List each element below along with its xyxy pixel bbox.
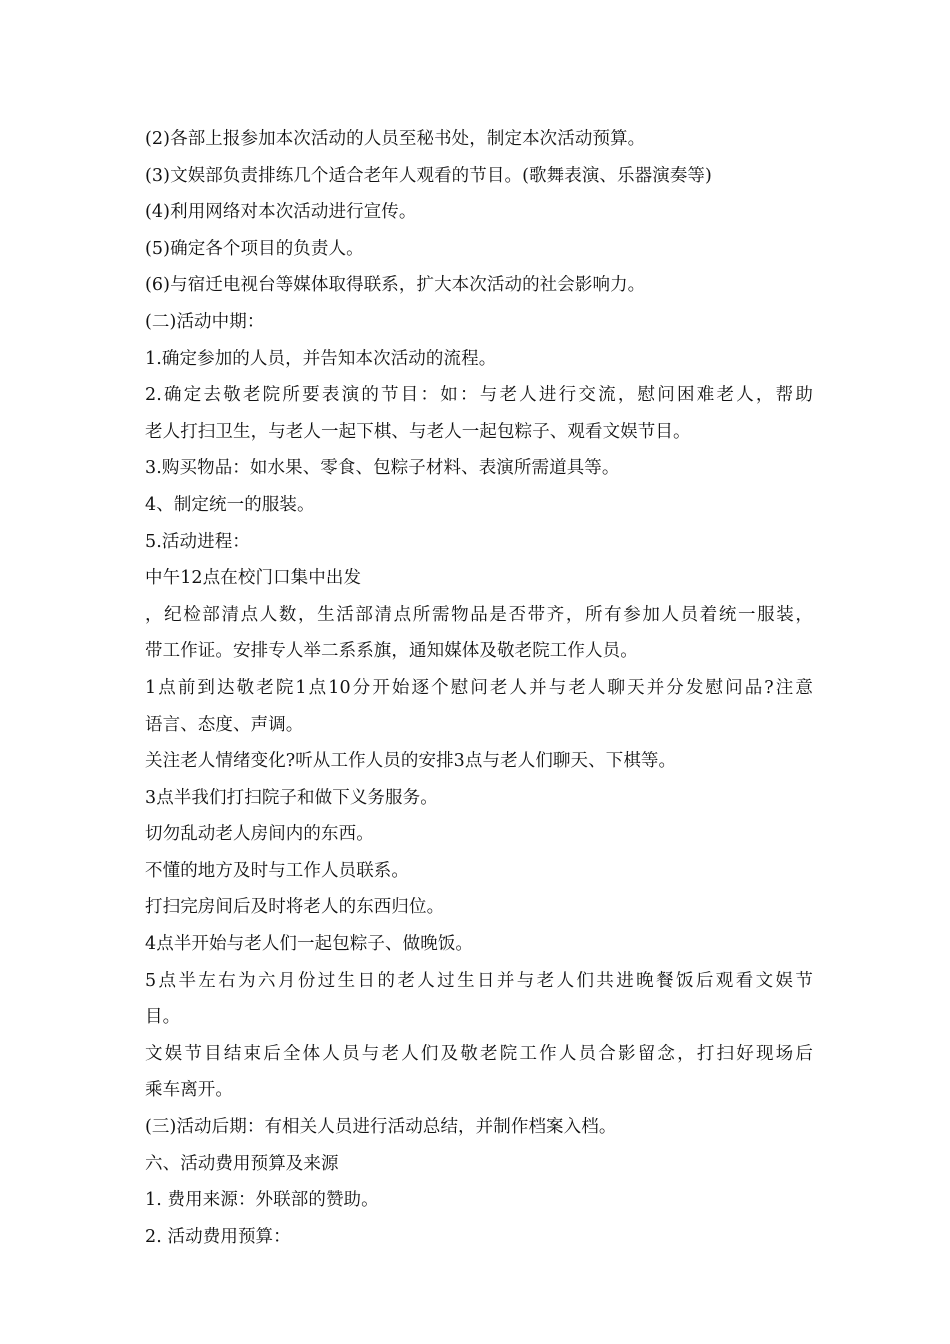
section-heading: (二)活动中期： bbox=[145, 311, 265, 332]
text-line: 文娱节目结束后全体人员与老人们及敬老院工作人员合影留念，打扫好现场后 bbox=[145, 1043, 813, 1064]
section-heading: 六、活动费用预算及来源 bbox=[145, 1153, 339, 1174]
section-heading: (三)活动后期：有相关人员进行活动总结，并制作档案入档。 bbox=[145, 1117, 617, 1138]
document-body bbox=[145, 121, 813, 1255]
text-line: 打扫完房间后及时将老人的东西归位。 bbox=[145, 897, 445, 918]
text-line: 5.活动进程： bbox=[145, 531, 250, 552]
text-line: 语言、态度、声调。 bbox=[145, 714, 304, 735]
text-line: 2. 活动费用预算： bbox=[145, 1226, 291, 1247]
text-line: 中午12点在校门口集中出发 bbox=[145, 568, 362, 589]
text-line: 目。 bbox=[145, 1007, 181, 1028]
text-line: 老人打扫卫生，与老人一起下棋、与老人一起包粽子、观看文娱节目。 bbox=[145, 421, 691, 442]
text-line: 3.购买物品：如水果、零食、包粽子材料、表演所需道具等。 bbox=[145, 458, 620, 479]
text-line: 1. 费用来源：外联部的赞助。 bbox=[145, 1190, 379, 1211]
text-line: (5)确定各个项目的负责人。 bbox=[145, 238, 364, 259]
text-line: 1.确定参加的人员，并告知本次活动的流程。 bbox=[145, 348, 497, 369]
text-line: 带工作证。安排专人举二系系旗，通知媒体及敬老院工作人员。 bbox=[145, 641, 638, 662]
text-line: 3点半我们打扫院子和做下义务服务。 bbox=[145, 787, 438, 808]
text-line: 切勿乱动老人房间内的东西。 bbox=[145, 824, 374, 845]
text-line: 4点半开始与老人们一起包粽子、做晚饭。 bbox=[145, 934, 474, 955]
text-line: 1点前到达敬老院1点10分开始逐个慰问老人并与老人聊天并分发慰问品?注意 bbox=[145, 677, 813, 698]
text-line: 关注老人情绪变化?听从工作人员的安排3点与老人们聊天、下棋等。 bbox=[145, 751, 677, 772]
text-line: 乘车离开。 bbox=[145, 1080, 233, 1101]
text-line: (3)文娱部负责排练几个适合老年人观看的节目。(歌舞表演、乐器演奏等) bbox=[145, 165, 712, 186]
text-line: ，纪检部清点人数，生活部清点所需物品是否带齐，所有参加人员着统一服装， bbox=[145, 604, 813, 625]
text-line: 4、制定统一的服装。 bbox=[145, 494, 315, 515]
text-line: 5点半左右为六月份过生日的老人过生日并与老人们共进晚餐饭后观看文娱节 bbox=[145, 970, 813, 991]
text-line: (6)与宿迁电视台等媒体取得联系，扩大本次活动的社会影响力。 bbox=[145, 275, 646, 296]
text-line: 不懂的地方及时与工作人员联系。 bbox=[145, 860, 409, 881]
text-line: (2)各部上报参加本次活动的人员至秘书处，制定本次活动预算。 bbox=[145, 129, 646, 149]
text-line: 2.确定去敬老院所要表演的节目：如：与老人进行交流，慰问困难老人，帮助 bbox=[145, 385, 813, 406]
text-line: (4)利用网络对本次活动进行宣传。 bbox=[145, 202, 417, 223]
